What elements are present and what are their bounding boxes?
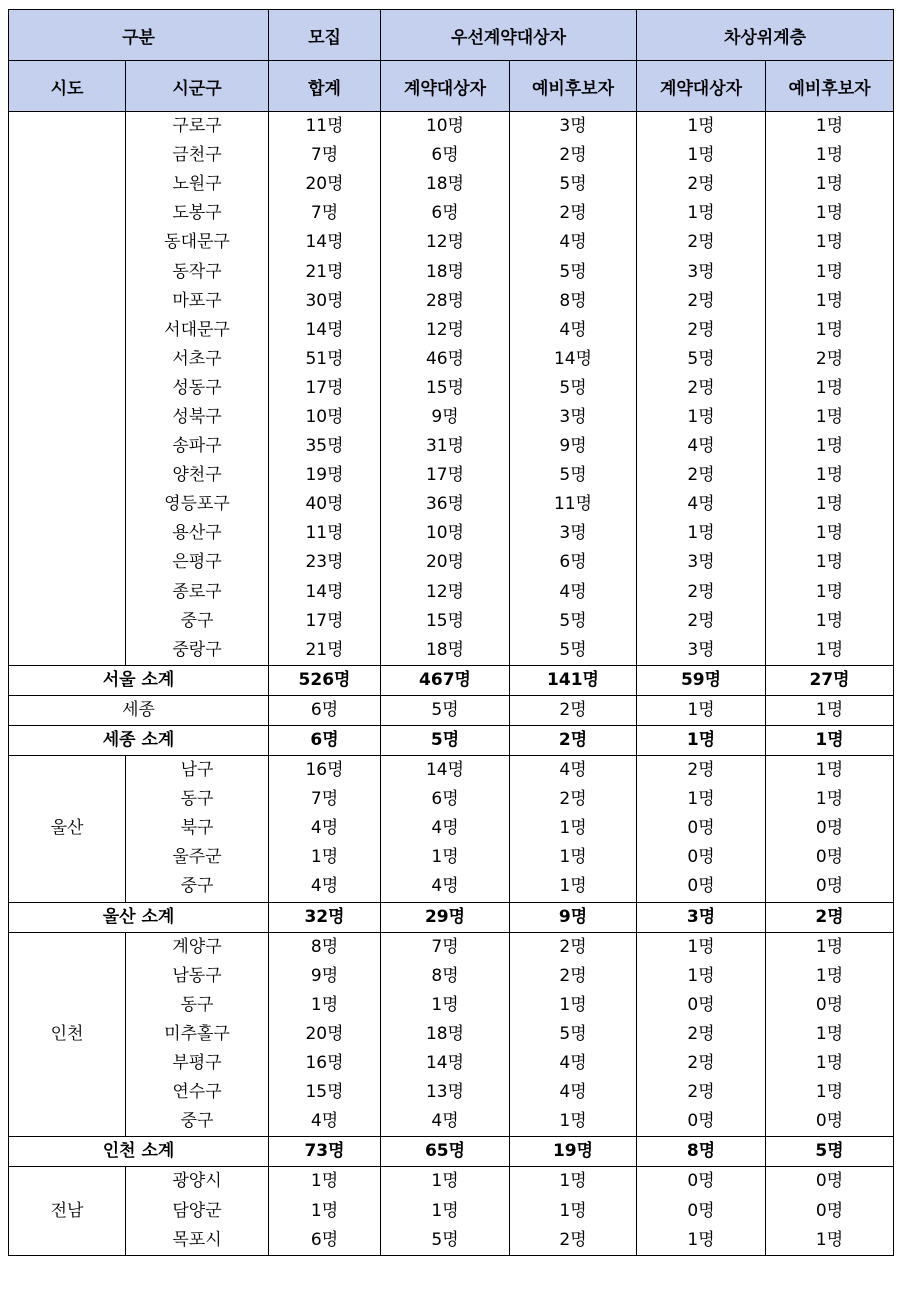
table-cell: 1명: [381, 1167, 510, 1197]
table-cell: 0명: [766, 1196, 894, 1225]
header-contract-target: 계약대상자: [381, 61, 510, 112]
subtotal-cell: 73명: [269, 1137, 381, 1167]
subtotal-cell: 65명: [381, 1137, 510, 1167]
table-row: [9, 991, 894, 1020]
table-row: [9, 228, 894, 257]
table-cell: 1명: [766, 1226, 894, 1256]
table-cell: 1명: [637, 1226, 766, 1256]
table-cell: 3명: [637, 548, 766, 577]
table-cell: 5명: [510, 1020, 637, 1049]
table-cell: 20명: [381, 548, 510, 577]
table-cell: 4명: [269, 872, 381, 902]
table-cell: 0명: [766, 1167, 894, 1197]
table-row: [9, 112, 894, 142]
table-cell: 1명: [381, 1196, 510, 1225]
table-cell: 1명: [637, 403, 766, 432]
table-row: [9, 141, 894, 170]
table-row: [9, 548, 894, 577]
table-cell: 6명: [381, 199, 510, 228]
table-row: [9, 257, 894, 286]
table-cell: 15명: [381, 607, 510, 636]
table-cell: 0명: [637, 843, 766, 872]
table-cell: 5명: [637, 345, 766, 374]
table-cell: 1명: [766, 1020, 894, 1049]
table-row: [9, 287, 894, 316]
table-cell: 18명: [381, 1020, 510, 1049]
table-cell: 3명: [510, 519, 637, 548]
table-cell: 1명: [269, 1196, 381, 1225]
sigungu-cell: 은평구: [126, 548, 269, 577]
subtotal-cell: 9명: [510, 902, 637, 932]
subtotal-cell: 467명: [381, 665, 510, 695]
header-sido: 시도: [9, 61, 126, 112]
header-row-2: [9, 61, 894, 112]
table-cell: 8명: [510, 287, 637, 316]
table-row: [9, 1196, 894, 1225]
table-cell: 6명: [510, 548, 637, 577]
table-cell: 9명: [381, 403, 510, 432]
table-cell: 16명: [269, 1049, 381, 1078]
sido-cell: [9, 112, 126, 666]
subtotal-label: 인천 소계: [9, 1137, 269, 1167]
sigungu-cell: 송파구: [126, 432, 269, 461]
table-row: [9, 345, 894, 374]
table-cell: 2명: [637, 1020, 766, 1049]
sigungu-cell: 담양군: [126, 1196, 269, 1225]
subtotal-cell: 2명: [510, 725, 637, 755]
table-cell: 7명: [269, 141, 381, 170]
table-cell: 2명: [637, 287, 766, 316]
table-row: [9, 695, 894, 725]
subtotal-label: 서울 소계: [9, 665, 269, 695]
table-cell: 18명: [381, 170, 510, 199]
table-cell: 1명: [510, 872, 637, 902]
sigungu-cell: 노원구: [126, 170, 269, 199]
table-cell: 30명: [269, 287, 381, 316]
table-cell: 17명: [269, 607, 381, 636]
table-cell: 17명: [269, 374, 381, 403]
sigungu-cell: 양천구: [126, 461, 269, 490]
table-cell: 3명: [637, 636, 766, 666]
table-cell: 1명: [510, 1107, 637, 1137]
subtotal-cell: 59명: [637, 665, 766, 695]
table-row: [9, 1020, 894, 1049]
table-cell: 1명: [510, 843, 637, 872]
sigungu-cell: 성동구: [126, 374, 269, 403]
table-cell: 1명: [766, 432, 894, 461]
sigungu-cell: 금천구: [126, 141, 269, 170]
table-cell: 4명: [269, 1107, 381, 1137]
table-row: [9, 403, 894, 432]
table-cell: 4명: [381, 872, 510, 902]
header-total: 합계: [269, 61, 381, 112]
recruitment-table: [8, 9, 894, 1256]
table-cell: 3명: [510, 112, 637, 142]
table-cell: 20명: [269, 1020, 381, 1049]
sigungu-cell: 중구: [126, 1107, 269, 1137]
table-row: [9, 316, 894, 345]
table-cell: 11명: [269, 519, 381, 548]
table-cell: 13명: [381, 1078, 510, 1107]
header-recruit: 모집: [269, 10, 381, 61]
table-cell: 4명: [510, 1078, 637, 1107]
table-cell: 0명: [766, 814, 894, 843]
table-cell: 23명: [269, 548, 381, 577]
table-cell: 3명: [637, 257, 766, 286]
table-cell: 1명: [766, 1049, 894, 1078]
table-cell: 4명: [510, 316, 637, 345]
header-sigungu: 시군구: [126, 61, 269, 112]
table-row: [9, 374, 894, 403]
table-row: [9, 578, 894, 607]
table-cell: 9명: [510, 432, 637, 461]
table-cell: 2명: [637, 1078, 766, 1107]
table-cell: 0명: [637, 991, 766, 1020]
table-row: [9, 872, 894, 902]
table-cell: 1명: [381, 991, 510, 1020]
table-cell: 19명: [269, 461, 381, 490]
table-row: [9, 490, 894, 519]
table-cell: 1명: [766, 403, 894, 432]
subtotal-cell: 5명: [381, 725, 510, 755]
table-cell: 2명: [637, 316, 766, 345]
table-cell: 2명: [637, 607, 766, 636]
table-cell: 0명: [766, 1107, 894, 1137]
table-cell: 12명: [381, 228, 510, 257]
header-priority-contract: 우선계약대상자: [381, 10, 637, 61]
sigungu-cell: 중구: [126, 872, 269, 902]
sigungu-cell: 서대문구: [126, 316, 269, 345]
table-cell: 17명: [381, 461, 510, 490]
table-cell: 2명: [637, 228, 766, 257]
table-cell: 5명: [510, 374, 637, 403]
table-cell: 12명: [381, 316, 510, 345]
table-cell: 7명: [269, 785, 381, 814]
header-reserve-candidate: 예비후보자: [510, 61, 637, 112]
header-row-1: [9, 10, 894, 61]
table-cell: 1명: [766, 1078, 894, 1107]
table-cell: 1명: [766, 519, 894, 548]
header-contract-target: 계약대상자: [637, 61, 766, 112]
table-cell: 1명: [766, 112, 894, 142]
table-cell: 46명: [381, 345, 510, 374]
table-cell: 2명: [510, 695, 637, 725]
subtotal-cell: 1명: [637, 725, 766, 755]
table-cell: 1명: [766, 461, 894, 490]
table-cell: 2명: [637, 756, 766, 786]
sigungu-cell: 서초구: [126, 345, 269, 374]
table-cell: 5명: [510, 170, 637, 199]
table-cell: 1명: [766, 636, 894, 666]
subtotal-cell: 3명: [637, 902, 766, 932]
sigungu-cell: 북구: [126, 814, 269, 843]
table-cell: 5명: [381, 695, 510, 725]
table-cell: 18명: [381, 257, 510, 286]
table-cell: 2명: [510, 932, 637, 962]
sigungu-cell: 종로구: [126, 578, 269, 607]
table-row: [9, 461, 894, 490]
table-cell: 16명: [269, 756, 381, 786]
table-body: [9, 112, 894, 1256]
table-cell: 1명: [269, 991, 381, 1020]
subtotal-cell: 29명: [381, 902, 510, 932]
subtotal-row: [9, 902, 894, 932]
table-row: [9, 170, 894, 199]
table-cell: 4명: [510, 228, 637, 257]
table-cell: 4명: [510, 1049, 637, 1078]
table-cell: 4명: [637, 432, 766, 461]
table-cell: 2명: [637, 170, 766, 199]
sigungu-cell: 계양구: [126, 932, 269, 962]
sigungu-cell: 중구: [126, 607, 269, 636]
table-cell: 36명: [381, 490, 510, 519]
table-cell: 1명: [381, 843, 510, 872]
table-cell: 1명: [510, 1196, 637, 1225]
table-cell: 0명: [637, 1107, 766, 1137]
sido-cell: 전남: [9, 1167, 126, 1255]
subtotal-label: 세종 소계: [9, 725, 269, 755]
sigungu-cell: 동구: [126, 785, 269, 814]
table-cell: 2명: [510, 1226, 637, 1256]
header-near-poverty: 차상위계층: [637, 10, 894, 61]
sigungu-cell: 동작구: [126, 257, 269, 286]
table-row: [9, 432, 894, 461]
sigungu-cell: 울주군: [126, 843, 269, 872]
table-cell: 6명: [381, 141, 510, 170]
table-row: [9, 1078, 894, 1107]
table-cell: 2명: [637, 1049, 766, 1078]
sigungu-cell: 성북구: [126, 403, 269, 432]
table-cell: 4명: [269, 814, 381, 843]
table-row: [9, 1107, 894, 1137]
table-cell: 1명: [766, 287, 894, 316]
table-cell: 18명: [381, 636, 510, 666]
table-cell: 1명: [766, 695, 894, 725]
header-reserve-candidate: 예비후보자: [766, 61, 894, 112]
subtotal-row: [9, 725, 894, 755]
table-cell: 40명: [269, 490, 381, 519]
table-cell: 4명: [510, 756, 637, 786]
table-cell: 7명: [269, 199, 381, 228]
table-cell: 1명: [766, 785, 894, 814]
table-cell: 15명: [269, 1078, 381, 1107]
table-row: [9, 1226, 894, 1256]
table-cell: 1명: [766, 374, 894, 403]
subtotal-cell: 6명: [269, 725, 381, 755]
table-cell: 4명: [381, 814, 510, 843]
sigungu-cell: 남구: [126, 756, 269, 786]
subtotal-row: [9, 665, 894, 695]
table-cell: 6명: [381, 785, 510, 814]
table-cell: 21명: [269, 636, 381, 666]
table-cell: 21명: [269, 257, 381, 286]
table-cell: 14명: [510, 345, 637, 374]
table-cell: 3명: [510, 403, 637, 432]
table-cell: 5명: [510, 461, 637, 490]
table-cell: 7명: [381, 932, 510, 962]
table-cell: 14명: [381, 756, 510, 786]
table-cell: 11명: [510, 490, 637, 519]
table-cell: 35명: [269, 432, 381, 461]
subtotal-cell: 526명: [269, 665, 381, 695]
table-cell: 1명: [766, 607, 894, 636]
subtotal-row: [9, 1137, 894, 1167]
sigungu-cell: 마포구: [126, 287, 269, 316]
table-row: [9, 785, 894, 814]
table-cell: 1명: [766, 756, 894, 786]
sigungu-cell: 도봉구: [126, 199, 269, 228]
sigungu-cell: 연수구: [126, 1078, 269, 1107]
sigungu-cell: 미추홀구: [126, 1020, 269, 1049]
table-cell: 1명: [766, 490, 894, 519]
subtotal-cell: 32명: [269, 902, 381, 932]
sigungu-cell: 영등포구: [126, 490, 269, 519]
subtotal-cell: 141명: [510, 665, 637, 695]
table-cell: 5명: [510, 257, 637, 286]
table-cell: 1명: [766, 548, 894, 577]
table-cell: 2명: [510, 141, 637, 170]
subtotal-cell: 1명: [766, 725, 894, 755]
table-cell: 2명: [766, 345, 894, 374]
table-cell: 4명: [381, 1107, 510, 1137]
table-row: [9, 636, 894, 666]
table-cell: 1명: [766, 141, 894, 170]
table-cell: 5명: [381, 1226, 510, 1256]
table-cell: 0명: [766, 991, 894, 1020]
table-cell: 20명: [269, 170, 381, 199]
table-cell: 1명: [510, 1167, 637, 1197]
header-category: 구분: [9, 10, 269, 61]
table-row: [9, 756, 894, 786]
table-cell: 6명: [269, 695, 381, 725]
table-cell: 14명: [269, 578, 381, 607]
subtotal-cell: 19명: [510, 1137, 637, 1167]
table-row: [9, 607, 894, 636]
sido-cell: 울산: [9, 756, 126, 902]
table-cell: 4명: [510, 578, 637, 607]
table-cell: 1명: [269, 1167, 381, 1197]
table-cell: 1명: [637, 519, 766, 548]
table-cell: 1명: [637, 785, 766, 814]
table-cell: 2명: [637, 578, 766, 607]
subtotal-cell: 5명: [766, 1137, 894, 1167]
table-cell: 1명: [637, 141, 766, 170]
sido-cell: 인천: [9, 932, 126, 1137]
table-cell: 2명: [510, 785, 637, 814]
table-cell: 1명: [637, 112, 766, 142]
sigungu-cell: 광양시: [126, 1167, 269, 1197]
table-cell: 2명: [637, 461, 766, 490]
table-cell: 1명: [766, 257, 894, 286]
sigungu-cell: 목포시: [126, 1226, 269, 1256]
table-cell: 12명: [381, 578, 510, 607]
table-cell: 4명: [637, 490, 766, 519]
table-cell: 1명: [637, 962, 766, 991]
table-cell: 14명: [269, 316, 381, 345]
table-cell: 0명: [766, 843, 894, 872]
table-cell: 0명: [637, 1196, 766, 1225]
table-cell: 51명: [269, 345, 381, 374]
table-cell: 15명: [381, 374, 510, 403]
table-cell: 11명: [269, 112, 381, 142]
sigungu-cell: 중랑구: [126, 636, 269, 666]
table-cell: 2명: [637, 374, 766, 403]
table-row: [9, 843, 894, 872]
subtotal-label: 울산 소계: [9, 902, 269, 932]
table-cell: 8명: [381, 962, 510, 991]
table-cell: 0명: [766, 872, 894, 902]
table-cell: 1명: [637, 695, 766, 725]
table-cell: 5명: [510, 607, 637, 636]
table-cell: 28명: [381, 287, 510, 316]
table-cell: 1명: [510, 814, 637, 843]
table-cell: 2명: [510, 199, 637, 228]
table-row: [9, 519, 894, 548]
table-cell: 31명: [381, 432, 510, 461]
table-cell: 0명: [637, 1167, 766, 1197]
table-cell: 1명: [766, 228, 894, 257]
table-row: [9, 932, 894, 962]
table-cell: 1명: [510, 991, 637, 1020]
table-row: [9, 1049, 894, 1078]
subtotal-cell: 8명: [637, 1137, 766, 1167]
table-cell: 10명: [269, 403, 381, 432]
sigungu-cell: 부평구: [126, 1049, 269, 1078]
table-cell: 10명: [381, 112, 510, 142]
table-cell: 1명: [637, 932, 766, 962]
sigungu-cell: 구로구: [126, 112, 269, 142]
table-cell: 1명: [766, 199, 894, 228]
table-cell: 5명: [510, 636, 637, 666]
table-cell: 1명: [637, 199, 766, 228]
table-cell: 1명: [766, 578, 894, 607]
table-cell: 14명: [381, 1049, 510, 1078]
table-row: [9, 962, 894, 991]
table-row: [9, 199, 894, 228]
sigungu-cell: 동대문구: [126, 228, 269, 257]
sigungu-cell: 남동구: [126, 962, 269, 991]
table-cell: 1명: [766, 932, 894, 962]
table-cell: 0명: [637, 814, 766, 843]
table-cell: 14명: [269, 228, 381, 257]
table-cell: 1명: [766, 170, 894, 199]
sigungu-cell: 용산구: [126, 519, 269, 548]
table-row: [9, 814, 894, 843]
sigungu-cell: 동구: [126, 991, 269, 1020]
subtotal-cell: 27명: [766, 665, 894, 695]
table-cell: 1명: [766, 962, 894, 991]
table-cell: 6명: [269, 1226, 381, 1256]
table-cell: 1명: [269, 843, 381, 872]
table-cell: 10명: [381, 519, 510, 548]
sido-cell: 세종: [9, 695, 269, 725]
table-row: [9, 1167, 894, 1197]
table-cell: 2명: [510, 962, 637, 991]
table-cell: 9명: [269, 962, 381, 991]
subtotal-cell: 2명: [766, 902, 894, 932]
table-cell: 1명: [766, 316, 894, 345]
table-cell: 0명: [637, 872, 766, 902]
table-cell: 8명: [269, 932, 381, 962]
